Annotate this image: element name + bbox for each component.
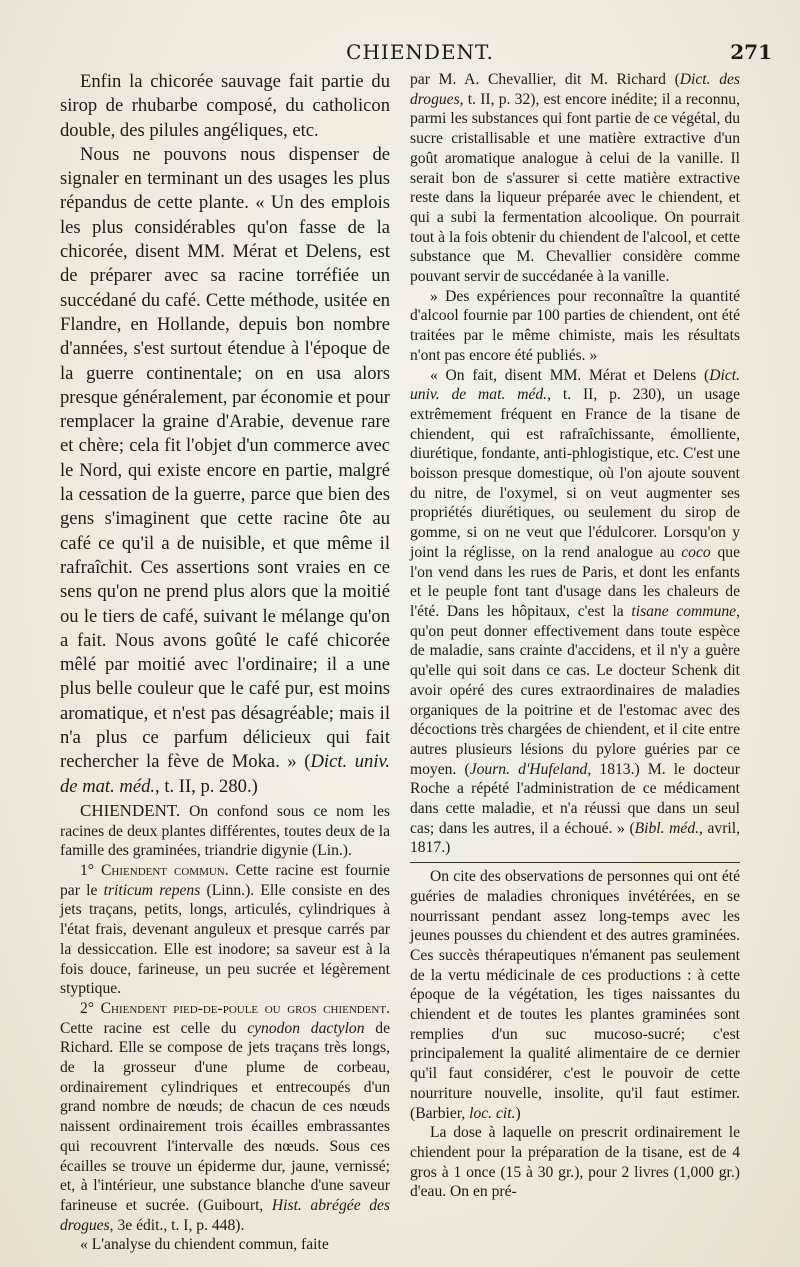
- section-rule: [410, 862, 740, 863]
- entry-heading: CHIENDENT.: [80, 800, 181, 820]
- paragraph-chicoree-cafe: [60, 143, 390, 799]
- paragraph-chiendent-commun: [60, 861, 390, 999]
- text: de Richard. Elle se compose de jets traçans très longs, de la grosseur d'une plume de corbeau, ordinairement cylindriques et entrecoupés d'un grand nombre de nœuds; de chacun de ces nœuds naissent ordinairement trois écailles embrassantes qui recouvrent l'intervalle des nœuds. Sous ces écailles se trouve un épiderme dur, jaune, vernissé; et, à l'intérieur, une substance blanche d'une saveur farineuse et sucrée. (Guibourt,: [60, 1019, 390, 1214]
- text: Cette racine est celle du: [60, 1019, 248, 1037]
- text: , 3e édit., t. I, p. 448).: [109, 1216, 245, 1234]
- text: , qu'on peut donner effectivement dans toute espèce de maladie, sans crainte d'accidens, et il n'y a guère qu'elle qui soit dans ce cas. Le docteur Schenk dit avoir opéré des cures extraordinaires de maladies organiques de la poitrine et de l'estomac avec des décoctions très chargées de chiendent, et il cite entre autres plusieurs lésions du pylore guéries par ce moyen. (: [410, 602, 740, 778]
- citation-ref: , t. II, p. 280.): [155, 775, 258, 797]
- paragraph-experiences: » Des expériences pour reconnaître la quantité d'alcool fournie par 100 parties de chiendent, ont été traitées par le même chimiste, mais les résultats n'ont pas encore été publiés. »: [410, 287, 740, 364]
- left-column: [60, 70, 390, 1255]
- term-tisane-commune: tisane commune: [631, 602, 737, 620]
- paragraph-dose: La dose à laquelle on prescrit ordinairement le chiendent pour la préparation de la tisane, est de 4 gros à 1 once (15 à 30 gr.), pour 2 livres (1,000 gr.) d'eau. On en pré-: [410, 1124, 740, 1201]
- text: (Linn.). Elle consiste en des jets traçans, petits, longs, articulés, cylindriques à l'état frais, devenant anguleux et presque carrés par la dessiccation. Elle est inodore; sa saveur est à la fois douce, farineuse, un peu sucrée et légèrement styptique.: [60, 881, 390, 998]
- citation-dict-univ: Dict. univ. de mat. méd.: [60, 751, 391, 797]
- entry-text: On confond sous ce nom les racines de deux plantes différentes, toutes deux de la famille des graminées, triandrie digynie (Lin.).: [60, 802, 390, 860]
- text: , avril, 1817.): [410, 819, 740, 857]
- citation-bibl-med: Bibl. méd.: [634, 819, 700, 837]
- species-name: triticum repens: [103, 881, 201, 899]
- term-coco: coco: [681, 543, 711, 561]
- running-header: [60, 40, 780, 72]
- paragraph-pied-de-poule: [60, 999, 390, 1235]
- paragraph-tisane: [410, 366, 740, 859]
- text: , 1813.) M. le docteur Roche a répété l'administration de ce médicament dans cette maladie, et n'a réussi que dans un seul cas; dans les autres, il a échoué. » (: [410, 760, 740, 837]
- text: On cite des observations de personnes qui ont été guéries de maladies chroniques invétérées, en se nourrissant pendant assez long-temps avec les jeunes pousses du chiendent et des autres graminées. Ces succès thérapeutiques n'émanent pas seulement de la vertu médicinale de ces productions : à cette époque de la végétation, les tiges naissantes du chiendent et de toutes les plantes graminées sont remplies d'un suc mucoso-sucré; c'est principalement la qualité alimentaire de ce dernier qu'il faut considérer, c'est le pouvoir de cette nourriture nouvelle, insolite, qu'il faut estimer. (Barbier,: [410, 868, 740, 1122]
- citation-guibourt: Hist. abrégée des drogues: [60, 1196, 390, 1234]
- paragraph-chevallier: [410, 70, 740, 287]
- chicoree-cafe-text: Nous ne pouvons nous dispenser de signaler en terminant un des usages les plus répandus de cette plante. « Un des emplois les plus considérables qu'on fasse de la chicorée, disent MM. Mérat et Delens, est de préparer avec sa racine torréfiée un succédané du café. Cette méthode, usitée en Flandre, en Hollande, depuis bon nombre d'années, s'est surtout étendue à l'époque de la guerre continentale; on en usa alors presque généralement, par économie et pour remplacer la graine d'Arabie, devenue rare et chère; cela fit l'objet d'un commerce avec le Nord, qui existe encore en partie, malgré la cessation de la guerre, parce que bien des gens s'imaginent que cette racine ôte au café ce qu'il a de nuisible, et que même il rafraîchit. Ces assertions sont vraies en ce sens qu'on ne prend plus alors que la moitié ou le tiers de café, suivant le mélange qu'on a fait. Nous avons goûté le café chicorée mêlé par moitié avec l'ordinaire; il a une plus belle couleur que le café pur, est moins aromatique, et n'est pas désagréable; mais il n'a plus ce parfum délicieux qui fait rechercher la fève de Moka. » (: [60, 143, 390, 773]
- paragraph-chicoree-sirop: Enfin la chicorée sauvage fait partie du sirop de rhubarbe composé, du catholicon double, des pilules angéliques, etc.: [60, 71, 390, 141]
- text: « On fait, disent MM. Mérat et Delens (: [430, 366, 710, 384]
- entry-chiendent: [60, 801, 390, 861]
- page-number: 271: [730, 40, 772, 64]
- citation-loc-cit: loc. cit.: [469, 1104, 516, 1122]
- citation-dict-drogues: Dict. des drogues: [410, 71, 740, 108]
- subheading-chiendent-commun: 1° Chiendent commun.: [80, 862, 229, 880]
- paragraph-analyse: « L'analyse du chiendent commun, faite: [80, 1236, 329, 1254]
- right-column: [410, 70, 740, 1202]
- subheading-pied-de-poule: 2° Chiendent pied-de-poule ou gros chiendent.: [80, 999, 390, 1017]
- text: , t. II, p. 230), un usage extrêmement fréquent en France de la tisane de chiendent, qui est rafraîchissante, émolliente, diurétique, fondante, anti-phlogistique, etc. C'est une boisson presque domestique, où l'on ajoute souvent du nitre, de l'oxymel, si on veut augmenter ses propriétés diurétiques, ou seulement du sirop de gomme, si on ne veut que l'édulcorer. Lorsqu'on y joint la réglisse, on la rend analogue au: [410, 386, 740, 561]
- citation-dict-univ: Dict. univ. de mat. méd.: [410, 366, 740, 404]
- paragraph-observations: [410, 867, 740, 1123]
- text: ): [515, 1104, 521, 1122]
- text: par M. A. Chevallier, dit M. Richard (: [410, 71, 680, 88]
- citation-hufeland: Journ. d'Hufeland: [469, 760, 588, 778]
- running-title: CHIENDENT.: [346, 40, 494, 64]
- text: Cette racine est fournie par le: [60, 862, 390, 899]
- species-name: cynodon dactylon: [247, 1019, 365, 1037]
- text: , t. II, p. 32), est encore inédite; il a reconnu, parmi les substances qui font partie de ce végétal, du sucre cristallisable et une matière extractive d'un goût aromatique analogue à celui de la vanille. Il serait bon de s'assurer si cette matière extractive reste dans la liqueur préparée avec le chiendent, et qui a subi la fermentation alcoolique. On pourrait tout à la fois obtenir du chiendent de l'alcool, et cette substance que M. Chevallier considère comme pouvant servir de succédanée à la vanille.: [410, 90, 740, 286]
- text: que l'on vend dans les rues de Paris, et dont les enfants et le peuple font tant d'usage dans les chaleurs de l'été. Dans les hôpitaux, c'est la: [410, 543, 740, 620]
